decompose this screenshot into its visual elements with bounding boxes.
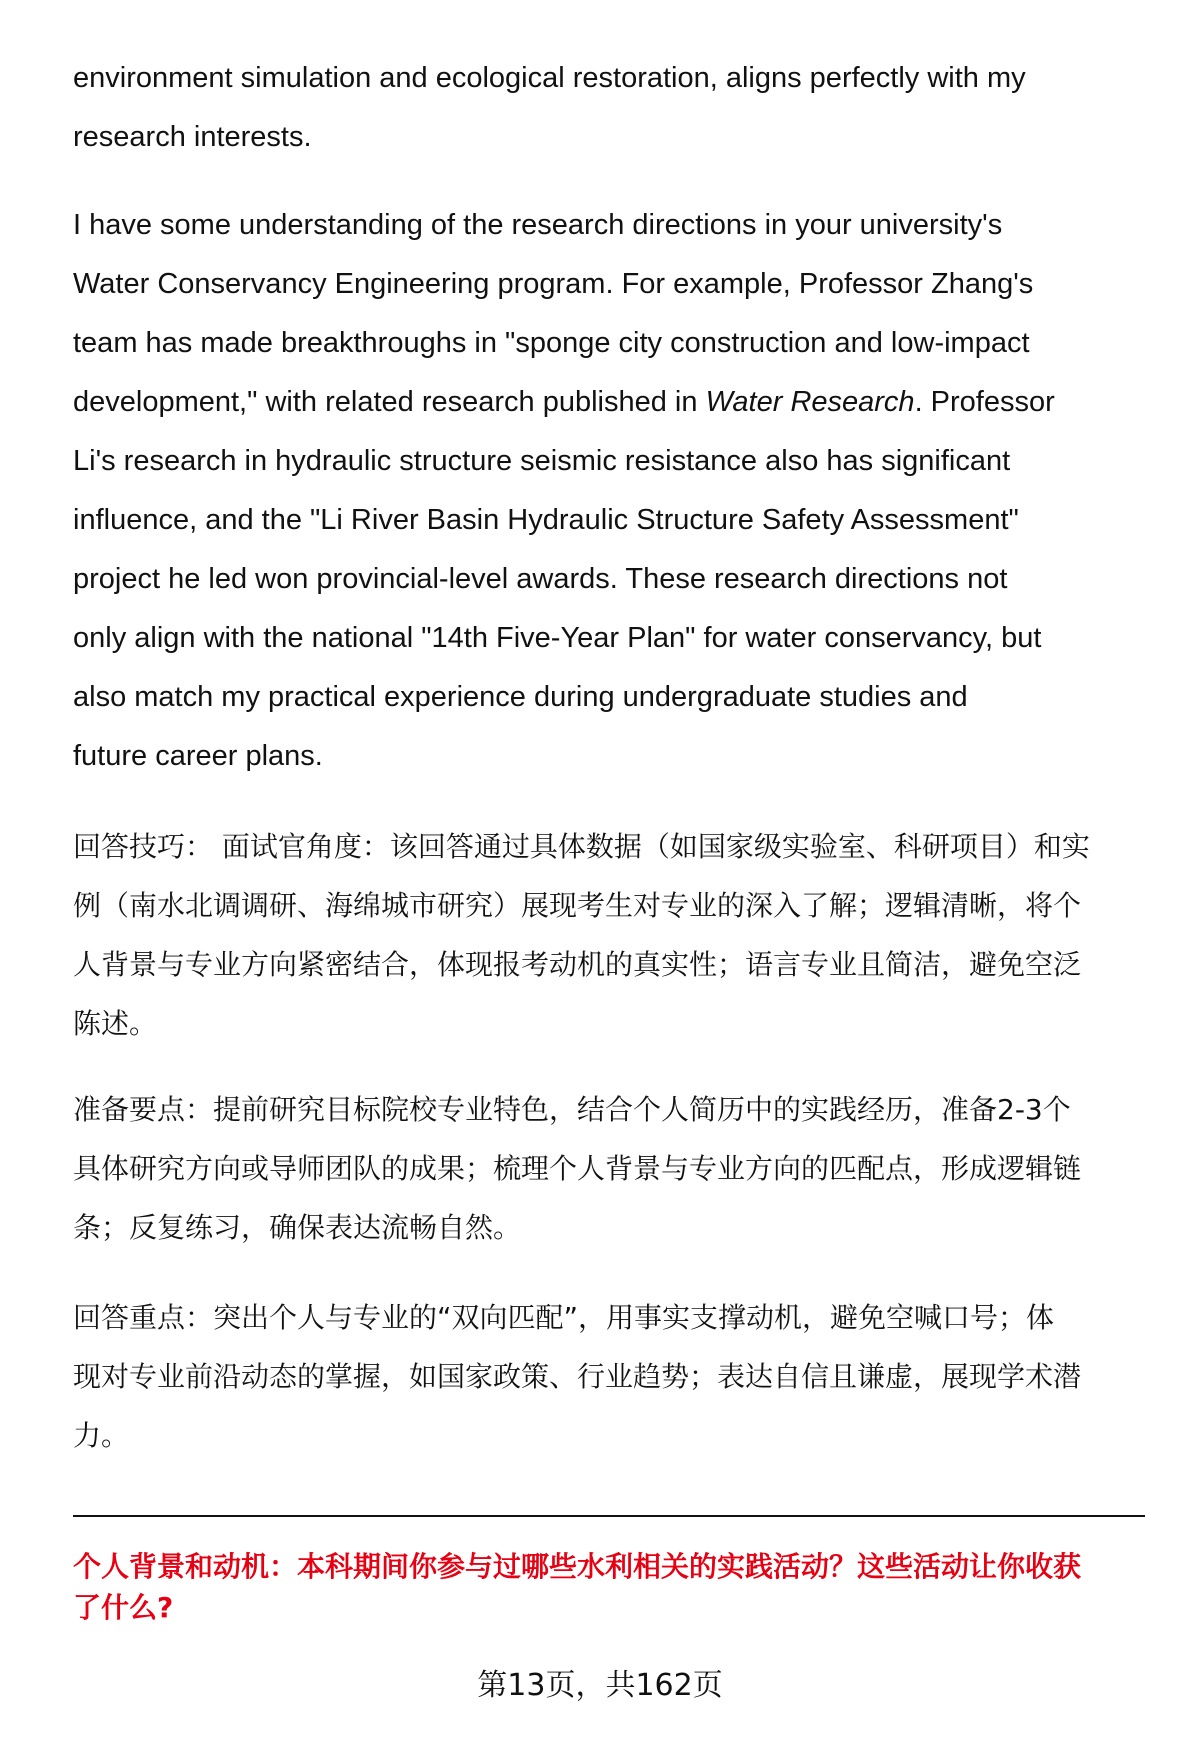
answer-focus (73, 1288, 1153, 1465)
text-line: also match my practical experience during undergraduate studies and (73, 681, 968, 713)
text-line: 条；反复练习，确保表达流畅自然。 (73, 1211, 522, 1244)
next-question-heading (73, 1546, 1153, 1628)
journal-title: Water Research (705, 386, 915, 418)
text-line: 人背景与专业方向紧密结合，体现报考动机的真实性；语言专业且简洁，避免空泛 (73, 948, 1082, 981)
preparation-points (73, 1080, 1153, 1257)
text-line: environment simulation and ecological restoration, aligns perfectly with my (73, 62, 1026, 94)
text-line: future career plans. (73, 740, 323, 772)
text-line (73, 373, 1153, 432)
text-line: 例（南水北调调研、海绵城市研究）展现考生对专业的深入了解；逻辑清晰，将个 (73, 889, 1082, 922)
text-segment: development," with related research published in (73, 386, 706, 418)
answer-tips (73, 817, 1153, 1053)
text-line: 回答重点：突出个人与专业的“双向匹配”，用事实支撑动机，避免空喊口号；体 (73, 1301, 1055, 1334)
paragraph-research-directions (73, 196, 1153, 786)
text-line: 回答技巧： 面试官角度：该回答通过具体数据（如国家级实验室、科研项目）和实 (73, 830, 1090, 863)
section-divider (73, 1515, 1145, 1517)
text-line: 准备要点：提前研究目标院校专业特色，结合个人简历中的实践经历，准备2-3个 (73, 1093, 1071, 1126)
text-line: I have some understanding of the research directions in your university's (73, 209, 1003, 241)
text-line: Li's research in hydraulic structure seismic resistance also has significant (73, 445, 1011, 477)
text-line: 现对专业前沿动态的掌握，如国家政策、行业趋势；表达自信且谦虚，展现学术潜 (73, 1360, 1082, 1393)
text-segment: . Professor (914, 386, 1055, 418)
text-line: research interests. (73, 121, 312, 153)
text-line: 力。 (73, 1419, 130, 1452)
paragraph-continuation (73, 49, 1153, 167)
text-line: Water Conservancy Engineering program. For example, Professor Zhang's (73, 268, 1034, 300)
text-line: project he led won provincial-level awards. These research directions not (73, 563, 1008, 595)
text-line: 具体研究方向或导师团队的成果；梳理个人背景与专业方向的匹配点，形成逻辑链 (73, 1152, 1082, 1185)
text-line: only align with the national "14th Five-Year Plan" for water conservancy, but (73, 622, 1042, 654)
text-line: team has made breakthroughs in "sponge city construction and low-impact (73, 327, 1030, 359)
page-number: 第13页，共162页 (477, 1668, 723, 1703)
text-line: 个人背景和动机：本科期间你参与过哪些水利相关的实践活动？这些活动让你收获 (73, 1550, 1082, 1583)
text-line: 了什么? (73, 1591, 174, 1624)
text-line: 陈述。 (73, 1007, 158, 1040)
text-line: influence, and the "Li River Basin Hydraulic Structure Safety Assessment" (73, 504, 1019, 536)
